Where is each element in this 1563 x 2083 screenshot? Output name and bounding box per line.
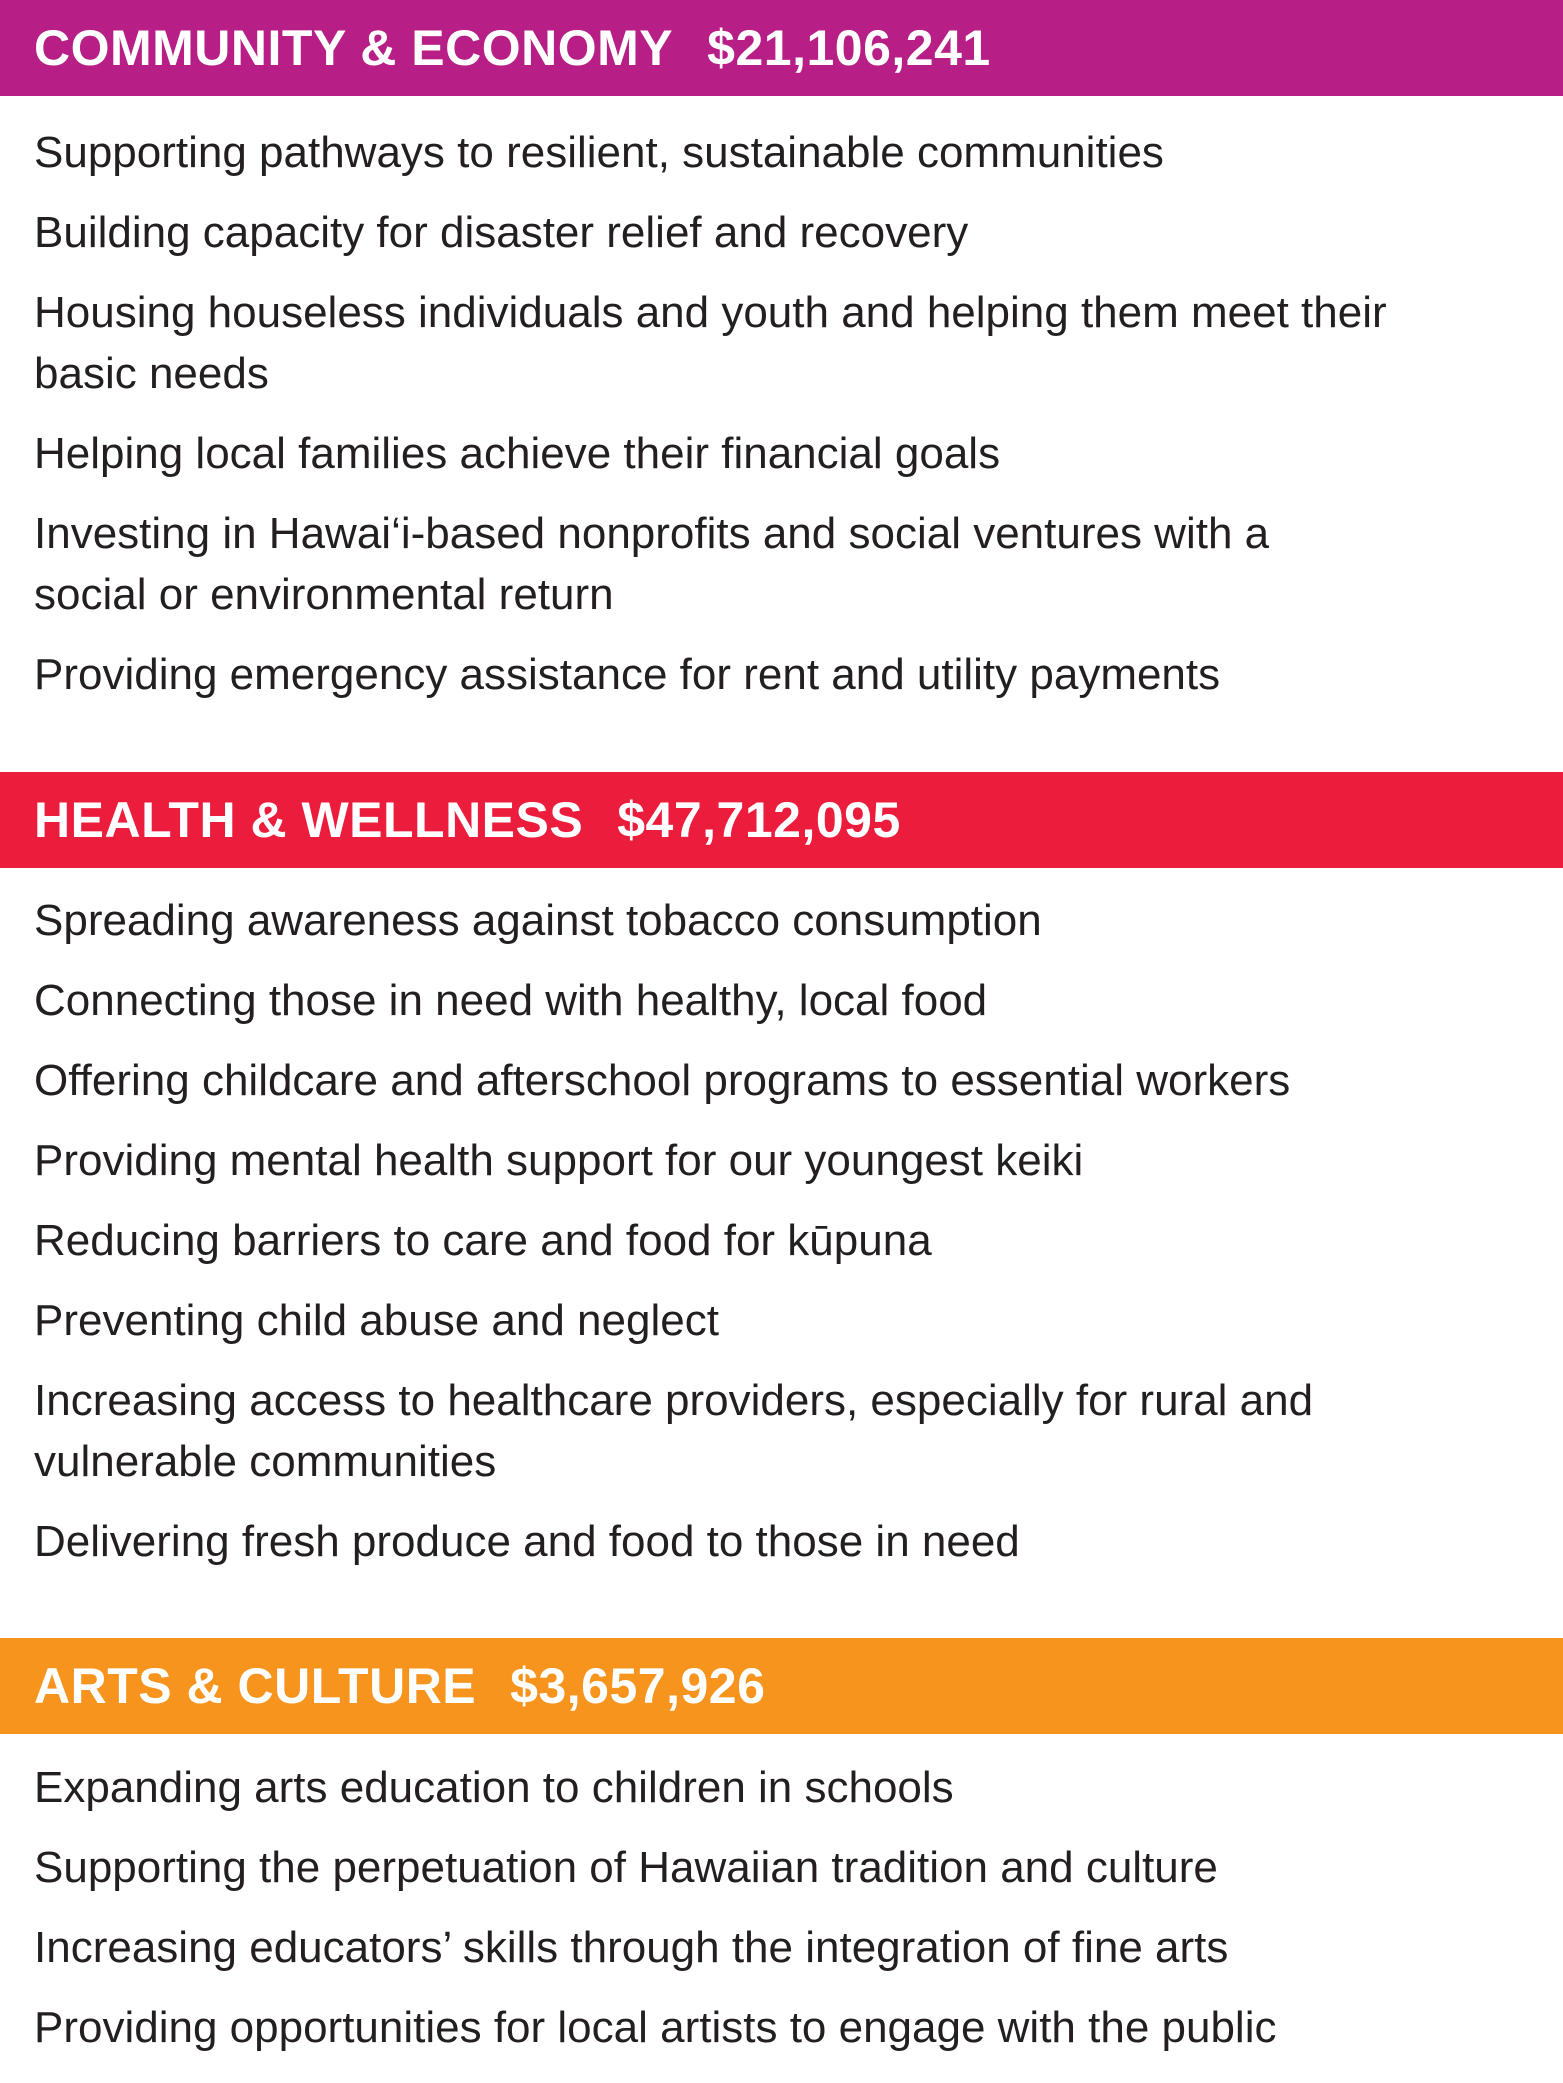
section-list-arts-culture — [34, 1757, 1454, 2077]
list-item: Supporting pathways to resilient, sustainable communities — [34, 128, 1164, 177]
section-title: ARTS & CULTURE — [34, 1658, 477, 1714]
list-item: Connecting those in need with healthy, local food — [34, 976, 988, 1025]
list-item: Supporting the perpetuation of Hawaiian tradition and culture — [34, 1843, 1218, 1892]
list-item: Providing emergency assistance for rent and utility payments — [34, 650, 1221, 699]
list-item: Providing mental health support for our youngest keiki — [34, 1136, 1084, 1185]
list-item: Expanding arts education to children in schools — [34, 1763, 954, 1812]
section-header-health-wellness — [0, 772, 1563, 868]
list-item: Providing opportunities for local artists to engage with the public — [34, 2003, 1277, 2052]
section-header-community-economy — [0, 0, 1563, 96]
list-item: Delivering fresh produce and food to those in need — [34, 1517, 1020, 1566]
section-header-arts-culture — [0, 1638, 1563, 1734]
list-item: Increasing educators’ skills through the integration of fine arts — [34, 1923, 1229, 1972]
list-item: Offering childcare and afterschool programs to essential workers — [34, 1056, 1291, 1105]
section-list-health-wellness — [34, 890, 1454, 1591]
section-title: COMMUNITY & ECONOMY — [34, 20, 674, 76]
list-item: Building capacity for disaster relief and recovery — [34, 208, 969, 257]
section-amount: $3,657,926 — [510, 1658, 766, 1714]
section-title: HEALTH & WELLNESS — [34, 792, 584, 848]
list-item: Investing in Hawai‘i-based nonprofits and social ventures with a social or environmental return — [34, 509, 1270, 619]
list-item: Reducing barriers to care and food for kūpuna — [34, 1216, 932, 1265]
list-item: Preventing child abuse and neglect — [34, 1296, 719, 1345]
list-item: Increasing access to healthcare providers, especially for rural and vulnerable communities — [34, 1376, 1314, 1486]
section-list-community-economy — [34, 122, 1454, 724]
section-amount: $47,712,095 — [617, 792, 901, 848]
list-item: Spreading awareness against tobacco consumption — [34, 896, 1042, 945]
list-item: Helping local families achieve their financial goals — [34, 429, 1001, 478]
section-amount: $21,106,241 — [707, 20, 991, 76]
list-item: Housing houseless individuals and youth and helping them meet their basic needs — [34, 288, 1387, 398]
